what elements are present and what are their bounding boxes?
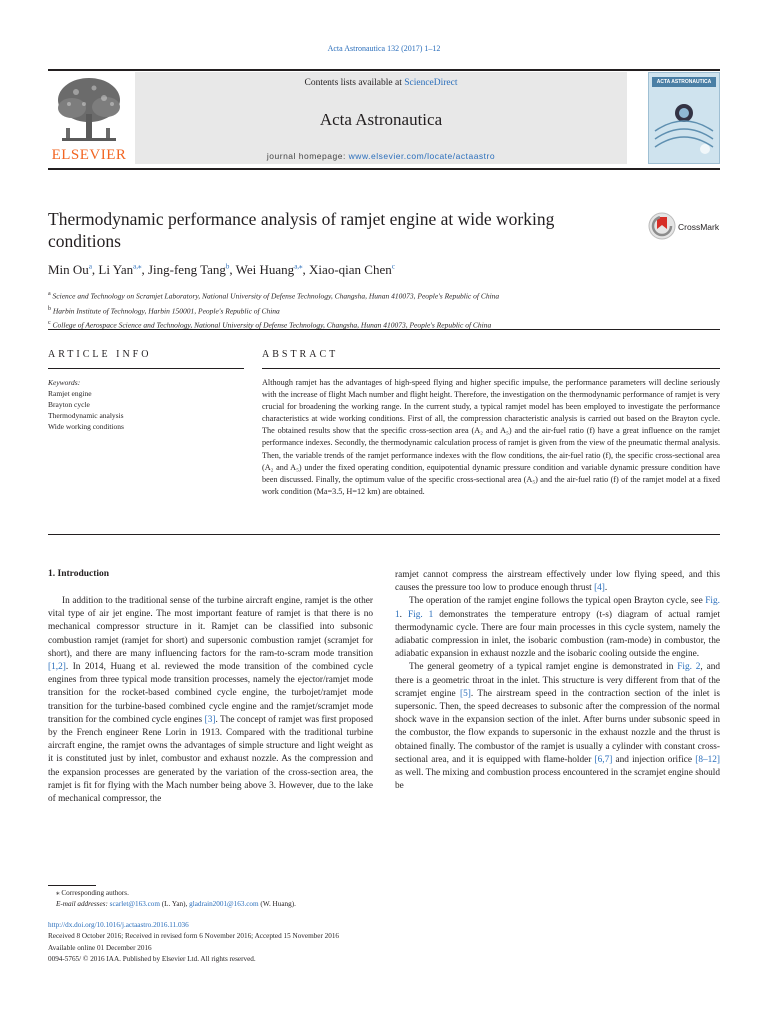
citation-ref[interactable]: [6,7] [594,754,613,765]
citation-ref[interactable]: [5] [460,688,471,699]
affiliation-text: College of Aerospace Science and Technology, National University of Defense Technology, Changsha, Hunan 410073, People's Republic of China [52,320,492,330]
text-run: , and there is a geometric throat in the inlet. This structure is very different from that of the scramjet engine [395,662,720,699]
author-affiliation-mark[interactable]: c [391,262,395,271]
citation-ref[interactable]: [1,2] [48,662,66,673]
author-name[interactable]: Wei Huang [235,262,295,277]
section-heading: 1. Introduction [48,569,110,579]
author-list [48,262,688,278]
author-name[interactable]: Li Yan [98,262,134,277]
text-run: . In 2014, Huang et al. reviewed the mode transition of the combined cycle engines from three typical mode transition processes, namely the ejector/ramjet mode transition for the rocket-based combined cycle engine, the turbojet/ramjet mode transition for the turbine-based combined cycle engine and the ramjet/scramjet mode transition for the combined cycle engines [48,662,373,725]
keyword-item: Thermodynamic analysis [48,411,124,420]
article-info-heading: ARTICLE INFO [48,349,152,360]
figure-ref[interactable]: Fig. 1 [407,609,434,620]
author-separator: , [91,262,99,277]
email-note [48,899,548,910]
corresponding-note: ⁎ Corresponding authors. [56,889,129,897]
text-run: demonstrates the temperature entropy (t-s) diagram of actual ramjet thermodynamic cycle. There are four main processes in this cycle system, namely the adiabatic compression in inlet, the isobaric combustion (ram-mode) in combustor, the adiabatic expansion in exhaust nozzle and the isobaric cooling outside the engine. [395,609,720,660]
keyword-item: Ramjet engine [48,389,92,398]
doi-link[interactable]: http://dx.doi.org/10.1016/j.actaastro.2016.11.036 [48,921,189,929]
journal-cover-thumbnail[interactable] [648,72,720,164]
text-run: . [604,583,608,594]
affiliations [48,288,708,332]
body-paragraph [395,569,720,595]
crossmark-badge[interactable] [648,212,728,242]
author-affiliation-mark[interactable]: a,⁎ [133,262,142,271]
email-owner: (W. Huang). [258,900,296,909]
affiliation-mark: a [48,291,51,297]
body-column-right [395,569,720,793]
author-separator: , [302,262,310,277]
divider [48,534,720,535]
author-affiliation-mark[interactable]: a,⁎ [294,262,303,271]
text-run: The operation of the ramjet engine follows the typical open Brayton cycle, see [409,596,706,607]
abstract-text: Although ramjet has the advantages of high-speed flying and higher specific impulse, the performance parameters will decline seriously with the increase of flight Mach number and flight height. Therefore, the investigation on the thermodynamic performance of ramjet is very crucial for broadening the working range. In the current study, a typical ramjet model has been employed to investigate the performance characteristics at wide working conditions. First of all, the compression characteristic analysis is carried out based on the Brayton cycle. The obtained results show that the specific cross-section area (A₂ and A₅) and the air-fuel ratio (f) have a great influence on the ramjet performance indexes. Secondly, the thermodynamic calculation process of ramjet is given from the view of the pneumatic thermal analysis. Then, the variable trends of the ramjet performance indexes with the flow conditions, the air-fuel ratio (f), the specific cross-sectional area (A₂ and A₅) under the fixed operating condition, equipotential dynamic pressure condition and variable dynamic pressure condition have been discussed. Finally, the optimum value of the specific cross-sectional area (A₅) and the air-fuel ratio (f) of the ramjet model at a fixed work condition (Ma=3.5, H=12 km) are obtained. [262,378,720,496]
figure-ref[interactable]: Fig. 2 [677,662,701,673]
citation-ref[interactable]: [3] [204,714,216,725]
contents-line [135,78,627,88]
affiliation-item [48,288,708,303]
header-rule-top [48,69,720,71]
affiliation-text: Harbin Institute of Technology, Harbin 150001, People's Republic of China [52,306,280,315]
journal-name: Acta Astronautica [319,110,443,129]
text-run: . The airstream speed in the contraction section of the inlet is supersonic. Then, the speed decreases to subsonic after the compression of the normal shock wave in the expansion section of the inlet. After burns under subsonic speed in the combustor, the flow expands to supersonic in the exhaust nozzle and the thrust is obtained finally. The combustor of the ramjet is usually a cylinder with constant cross-sectional area, and it is equipped with flame-holder [395,688,721,765]
contents-prefix: Contents lists available at [304,78,405,88]
author-separator: , [229,262,236,277]
email-label: E-mail addresses: [56,900,110,909]
keywords-label: Keywords: [48,378,81,387]
author-name[interactable]: Jing-feng Tang [147,262,226,277]
keyword-item: Brayton cycle [48,400,90,409]
article-title: Thermodynamic performance analysis of ramjet engine at wide working conditions [48,209,555,251]
publication-info [48,920,608,966]
journal-header-panel [135,72,627,164]
affiliation-text: Science and Technology on Scramjet Laboratory, National University of Defense Technology, Changsha, Hunan 410073, People's Republic of China [52,291,500,301]
citation-ref[interactable]: [4] [594,583,605,594]
elsevier-tree-icon [54,74,124,146]
online-date: Available online 01 December 2016 [48,943,152,952]
body-column-left [48,595,373,806]
figure-ref[interactable]: Fig. 1 [395,596,720,620]
keyword-item: Wide working conditions [48,422,124,431]
author-separator: , [141,262,148,277]
cover-art-icon [649,91,719,161]
text-run: The general geometry of a typical ramjet engine is demonstrated in [409,662,678,673]
divider [48,368,244,369]
elsevier-logo[interactable] [48,72,130,164]
divider [48,329,720,330]
copyright-line: 0094-5765/ © 2016 IAA. Published by Elsevier Ltd. All rights reserved. [48,955,256,964]
body-paragraph [395,661,720,793]
text-run: and injection orifice [612,754,696,765]
text-run: . The concept of ramjet was first proposed by the French engineer Rene Lorin in 1913. Compared with the traditional turbine aircraft engine, the ramjet owns the advantages of simple structure and light weight as it is constituted just by inlet, combustor and exhaust nozzle. As the compression and the expansion processes are generated by the variation of the cross-section area, the ramjet is fit for flying with the Mach number being above 3. However, due to the lake of mechanical compressor, the [48,714,373,805]
text-run: In addition to the traditional sense of the turbine aircraft engine, ramjet is the other vital type of air jet engine. The most important feature of ramjet is that there is no mechanical compressor structure in it. Ramjet can be classified into subsonic combustion ramjet (ramjet for short) and supersonic combustion ramjet (scramjet for short), and there are many influencing factors for the ram-to-scram mode transition [48,596,373,659]
text-run: ramjet cannot compress the airstream effectively under low flying speed, and this causes the pressure too low to produce enough thrust [395,570,720,594]
homepage-prefix: journal homepage: [266,151,349,161]
text-run: . [399,609,408,620]
author-affiliation-mark[interactable]: b [225,262,230,271]
email-link[interactable]: gladrain2001@163.com [189,900,259,909]
footnote-divider [48,885,96,886]
homepage-line [135,151,627,161]
received-dates: Received 8 October 2016; Received in revised form 6 November 2016; Accepted 15 November 2016 [48,932,340,941]
email-link[interactable]: scarlet@163.com [109,900,160,909]
divider [262,368,720,369]
author-name[interactable]: Xiao-qian Chen [309,262,392,277]
affiliation-item [48,303,708,318]
affiliation-mark: b [48,305,51,312]
citation-ref[interactable]: [8–12] [695,754,721,765]
crossmark-label: CrossMark [678,222,720,232]
text-run: as well. The mixing and combustion process encountered in the scramjet engine should be [395,768,720,792]
author-name[interactable]: Min Ou [48,262,89,277]
footnotes [48,888,548,911]
email-owner: (L. Yan), [159,900,190,909]
cover-title: ACTA ASTRONAUTICA [652,77,716,87]
homepage-link[interactable]: www.elsevier.com/locate/actaastro [348,151,496,161]
body-paragraph [395,595,720,661]
journal-citation[interactable]: Acta Astronautica 132 (2017) 1–12 [327,44,441,53]
author-affiliation-mark[interactable]: a [88,262,92,271]
header-rule-bottom [48,168,720,170]
keywords-block [48,377,244,432]
affiliation-mark: c [48,320,51,326]
crossmark-icon [648,212,676,240]
abstract-heading: ABSTRACT [262,349,339,360]
sciencedirect-link[interactable]: ScienceDirect [404,78,458,88]
body-paragraph [48,595,373,806]
elsevier-wordmark: ELSEVIER [51,147,127,163]
